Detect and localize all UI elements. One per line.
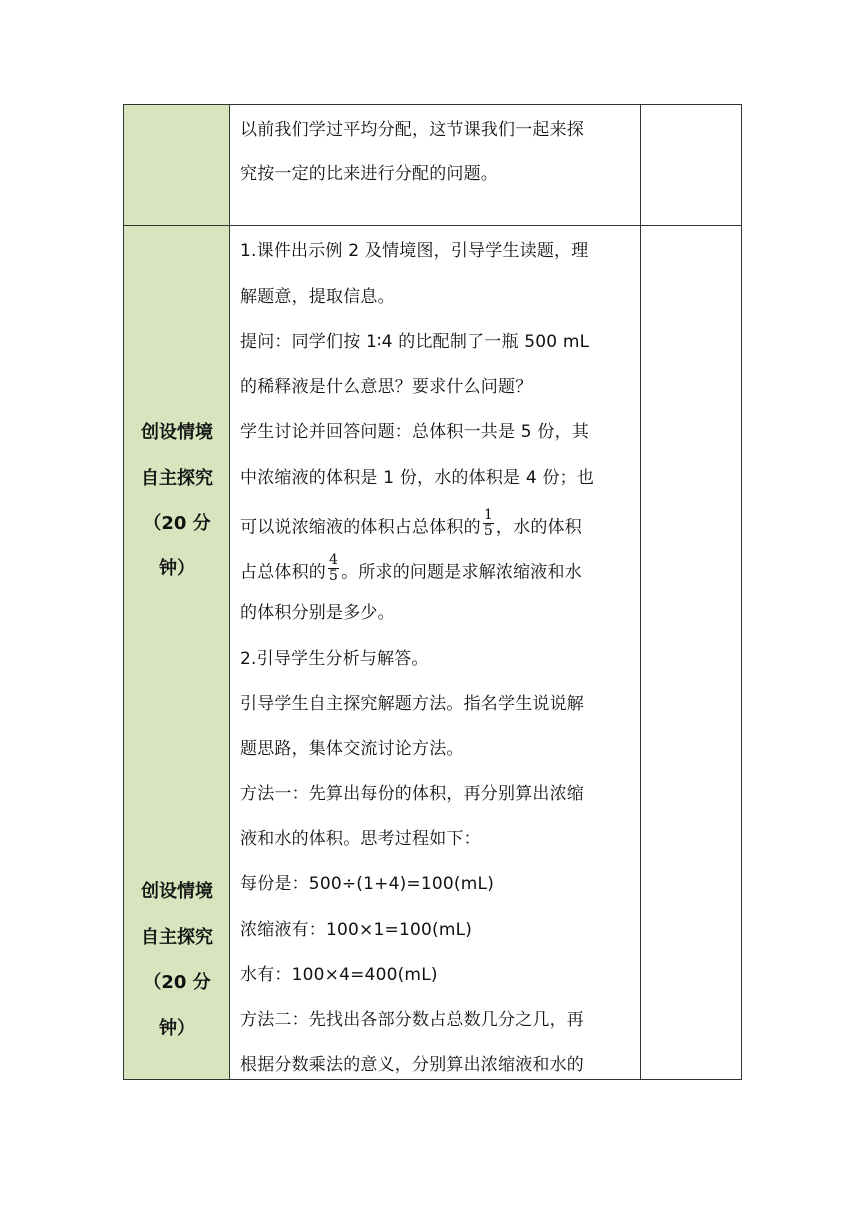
text-line-with-fraction: [240, 507, 582, 543]
text-line: 2.引导学生分析与解答。: [240, 649, 429, 669]
text-line: 水有：100×4=400(mL): [240, 965, 438, 985]
text-line: 液和水的体积。思考过程如下：: [240, 829, 481, 849]
fraction-numerator: 4: [329, 552, 339, 568]
content-cell-explore: [230, 226, 641, 1079]
fraction-four-fifths: [328, 553, 339, 584]
stage-label: （20 分: [143, 972, 211, 993]
text-line: 的体积分别是多少。: [240, 603, 395, 623]
stage-label: 自主探究: [141, 468, 213, 489]
text-line: 究按一定的比来进行分配的问题。: [240, 164, 498, 184]
text-segment: 可以说浓缩液的体积占总体积的: [240, 517, 481, 538]
text-line: 引导学生自主探究解题方法。指名学生说说解: [240, 694, 584, 714]
notes-cell-intro: [641, 105, 742, 225]
text-segment: ，水的体积: [495, 517, 582, 538]
text-line: 的稀释液是什么意思？要求什么问题？: [240, 377, 533, 397]
stage-label: 创设情境: [141, 881, 213, 902]
content-cell-intro: [230, 105, 641, 225]
text-line-with-fraction: [240, 552, 582, 588]
fraction-denominator: 5: [329, 568, 339, 584]
text-line: 方法一：先算出每份的体积，再分别算出浓缩: [240, 784, 584, 804]
text-segment: 。所求的问题是求解浓缩液和水: [341, 562, 582, 583]
stage-label: （20 分: [143, 513, 211, 534]
stage-label: 钟）: [159, 558, 195, 579]
text-line: 根据分数乘法的意义，分别算出浓缩液和水的: [240, 1055, 584, 1075]
text-line: 学生讨论并回答问题：总体积一共是 5 份，其: [240, 422, 590, 442]
fraction-denominator: 5: [483, 523, 493, 539]
stage-cell-intro: [124, 105, 230, 225]
text-line: 方法二：先找出各部分数占总数几分之几，再: [240, 1010, 584, 1030]
text-line: 提问：同学们按 1∶4 的比配制了一瓶 500 mL: [240, 332, 590, 352]
stage-cell-explore: [124, 226, 230, 1079]
notes-cell-explore: [641, 226, 742, 1079]
text-line: 以前我们学过平均分配，这节课我们一起来探: [240, 120, 584, 140]
stage-label: 钟）: [159, 1018, 195, 1039]
stage-label: 自主探究: [141, 927, 213, 948]
lesson-table: [123, 104, 742, 1080]
text-line: 题思路，集体交流讨论方法。: [240, 739, 464, 759]
text-line: 浓缩液有：100×1=100(mL): [240, 920, 473, 940]
fraction-one-fifth: [483, 508, 494, 539]
text-line: 中浓缩液的体积是 1 份，水的体积是 4 份；也: [240, 468, 595, 488]
text-line: 每份是：500÷(1+4)=100(mL): [240, 874, 495, 894]
stage-label: 创设情境: [141, 422, 213, 443]
text-segment: 占总体积的: [240, 562, 326, 583]
fraction-numerator: 1: [483, 507, 493, 523]
text-line: 解题意，提取信息。: [240, 287, 395, 307]
text-line: 1.课件出示例 2 及情境图，引导学生读题，理: [240, 241, 589, 261]
